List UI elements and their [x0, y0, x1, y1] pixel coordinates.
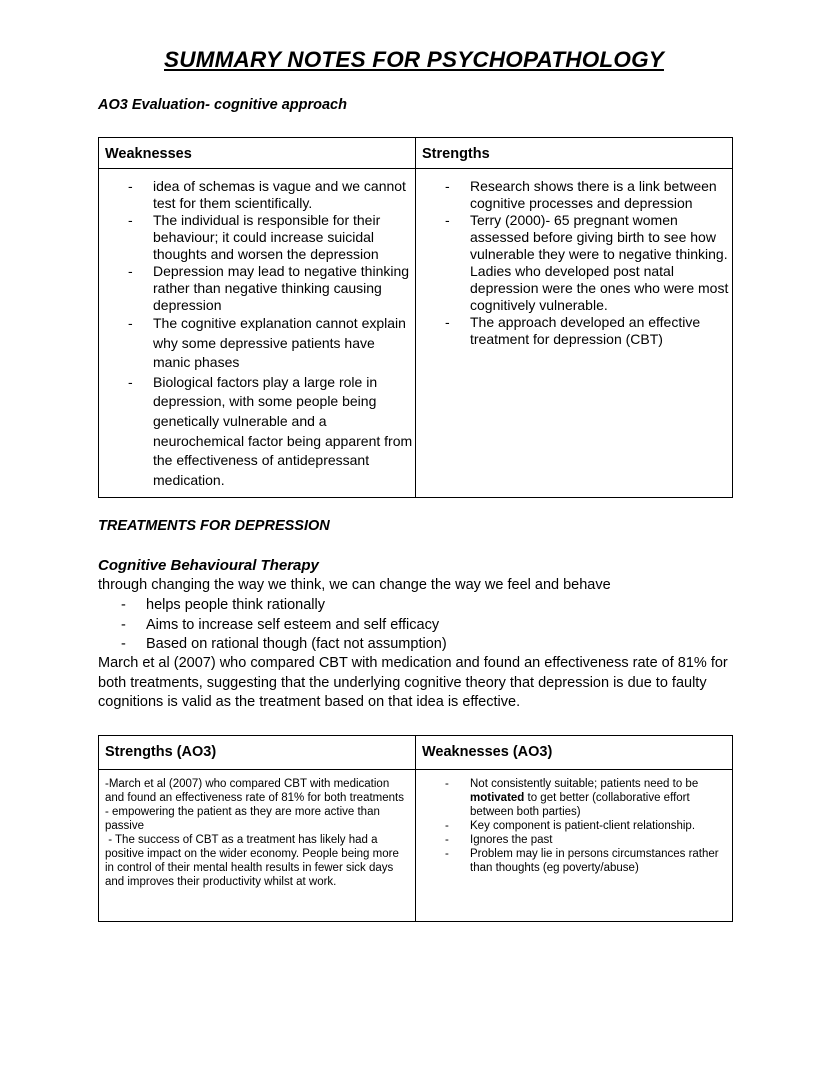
- weakness-bold-text: motivated: [470, 792, 525, 804]
- strengths-ao3-header: Strengths (AO3): [99, 736, 416, 770]
- list-item: - The individual is responsible for their behaviour; it could increase suicidal thoughts and worsen the depression: [99, 212, 415, 263]
- cbt-points-list: [98, 596, 447, 655]
- weaknesses-cell: [99, 169, 416, 498]
- strength-item: - empowering the patient as they are more active than passive: [105, 806, 380, 832]
- weaknesses-ao3-cell: [416, 770, 733, 922]
- list-item: - idea of schemas is vague and we cannot test for them scientifically.: [99, 178, 415, 212]
- list-item: - Depression may lead to negative thinking rather than negative thinking causing depression: [99, 263, 415, 314]
- weaknesses-header: Weaknesses: [99, 138, 416, 169]
- list-item: - Terry (2000)- 65 pregnant women assessed before giving birth to see how vulnerable they were to negative thinking. Ladies who developed post natal depression were the ones who were most cognitively vulnerable.: [416, 212, 732, 314]
- cbt-evaluation-table: [98, 735, 733, 922]
- strength-item: -March et al (2007) who compared CBT with medication and found an effectiveness rate of 81% for both treatments: [105, 778, 404, 804]
- evaluation-table: [98, 137, 733, 498]
- strengths-cell: [416, 169, 733, 498]
- weaknesses-ao3-list: [416, 777, 732, 875]
- march-paragraph: March et al (2007) who compared CBT with medication and found an effectiveness rate of 81% for both treatments, suggesting that the underlying cognitive theory that depression is due to faulty cognitions is valid as the treatment based on that idea is effective.: [98, 655, 728, 710]
- weakness-text: to get better (collaborative effort between both parties): [470, 792, 690, 818]
- list-item: - The approach developed an effective treatment for depression (CBT): [416, 314, 732, 348]
- weaknesses-ao3-header: Weaknesses (AO3): [416, 736, 733, 770]
- strengths-list: [416, 178, 732, 348]
- cbt-heading: Cognitive Behavioural Therapy: [98, 557, 319, 574]
- list-item: - Key component is patient-client relationship.: [416, 819, 732, 833]
- strengths-header: Strengths: [416, 138, 733, 169]
- page-title: SUMMARY NOTES FOR PSYCHOPATHOLOGY: [164, 47, 664, 72]
- cbt-intro: through changing the way we think, we can change the way we feel and behave: [98, 577, 611, 593]
- list-item: [416, 777, 732, 819]
- list-item: - Aims to increase self esteem and self efficacy: [98, 616, 447, 636]
- list-item: - Problem may lie in persons circumstances rather than thoughts (eg poverty/abuse): [416, 847, 732, 875]
- strength-item: - The success of CBT as a treatment has likely had a positive impact on the wider economy. People being more in control of their mental health results in fewer sick days and improves their productivity whilst at work.: [105, 834, 403, 888]
- weakness-text: Not consistently suitable; patients need to be: [470, 778, 699, 790]
- list-item: - Ignores the past: [416, 833, 732, 847]
- strengths-ao3-cell: [99, 770, 416, 922]
- weaknesses-list: [99, 178, 415, 490]
- section-heading-treatments: TREATMENTS FOR DEPRESSION: [98, 518, 330, 534]
- list-item: - Biological factors play a large role in depression, with some people being genetically vulnerable and a neurochemical factor being apparent from the effectiveness of antidepressant medication.: [99, 373, 415, 491]
- list-item: - Research shows there is a link between cognitive processes and depression: [416, 178, 732, 212]
- list-item: - helps people think rationally: [98, 596, 447, 616]
- list-item: - Based on rational though (fact not assumption): [98, 635, 447, 655]
- list-item: - The cognitive explanation cannot explain why some depressive patients have manic phases: [99, 314, 415, 373]
- section-heading-evaluation: AO3 Evaluation- cognitive approach: [98, 97, 347, 113]
